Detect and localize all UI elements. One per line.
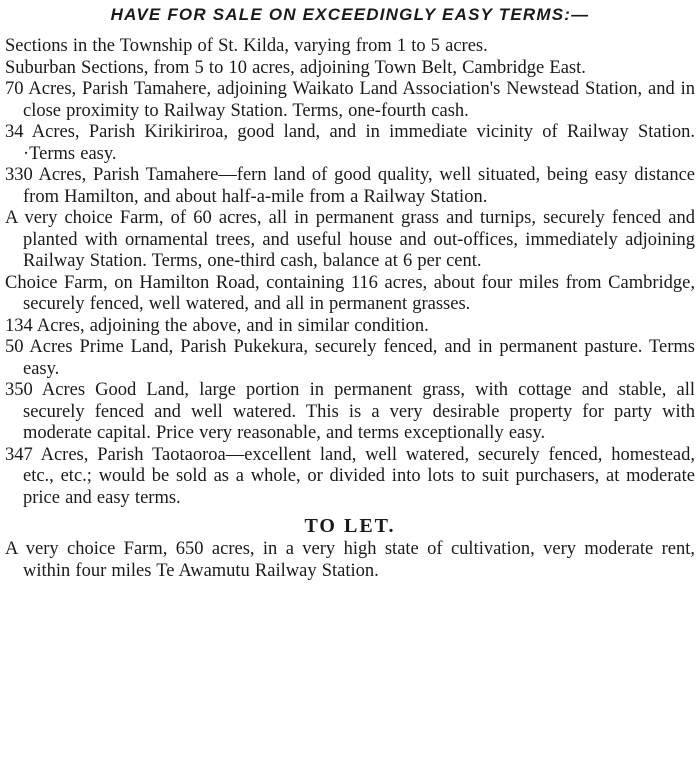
listing-60-acre-farm: A very choice Farm, of 60 acres, all in permanent grass and turnips, securely fenced and planted with ornamental trees, and useful house and out-offices, immediately adjoining Railway Station. Terms, one-third cash, balance at 6 per cent. — [5, 208, 695, 271]
listing-suburban-sections: Suburban Sections, from 5 to 10 acres, adjoining Town Belt, Cambridge East. — [5, 57, 586, 78]
to-let-heading: TO LET. — [304, 515, 396, 537]
listing-134-acres: 134 Acres, adjoining the above, and in similar condition. — [5, 315, 429, 336]
listing-330-acres-tamahere: 330 Acres, Parish Tamahere—fern land of good quality, well situated, being easy distance from Hamilton, and about half-a-mile from a Railway Station. — [5, 165, 695, 207]
listing-350-acres: 350 Acres Good Land, large portion in permanent grass, with cottage and stable, all securely fenced and well watered. This is a very desirable property for party with moderate capital. Price very reasonable, and terms exceptionally easy. — [5, 380, 695, 443]
sale-header: HAVE FOR SALE ON EXCEEDINGLY EASY TERMS:— — [110, 5, 590, 24]
listing-50-acres-pukekura: 50 Acres Prime Land, Parish Pukekura, securely fenced, and in permanent pasture. Terms easy. — [5, 337, 695, 379]
listing-34-acres-kirikiriroa: 34 Acres, Parish Kirikiriroa, good land, and in immediate vicinity of Railway Station. ·Terms easy. — [5, 122, 695, 164]
listing-650-acre-farm-to-let: A very choice Farm, 650 acres, in a very high state of cultivation, very moderate rent, within four miles Te Awamutu Railway Station. — [5, 539, 695, 581]
listing-70-acres-tamahere: 70 Acres, Parish Tamahere, adjoining Waikato Land Association's Newstead Station, and in close proximity to Railway Station. Terms, one-fourth cash. — [5, 79, 695, 121]
listing-116-acre-farm: Choice Farm, on Hamilton Road, containing 116 acres, about four miles from Cambridge, securely fenced, well watered, and all in permanent grasses. — [5, 272, 695, 314]
listing-347-acres-taotaoroa: 347 Acres, Parish Taotaoroa—excellent land, well watered, securely fenced, homestead, etc., etc.; would be sold as a whole, or divided into lots to suit purchasers, at moderate price and easy terms. — [5, 444, 695, 508]
listing-st-kilda-sections: Sections in the Township of St. Kilda, varying from 1 to 5 acres. — [5, 36, 488, 56]
